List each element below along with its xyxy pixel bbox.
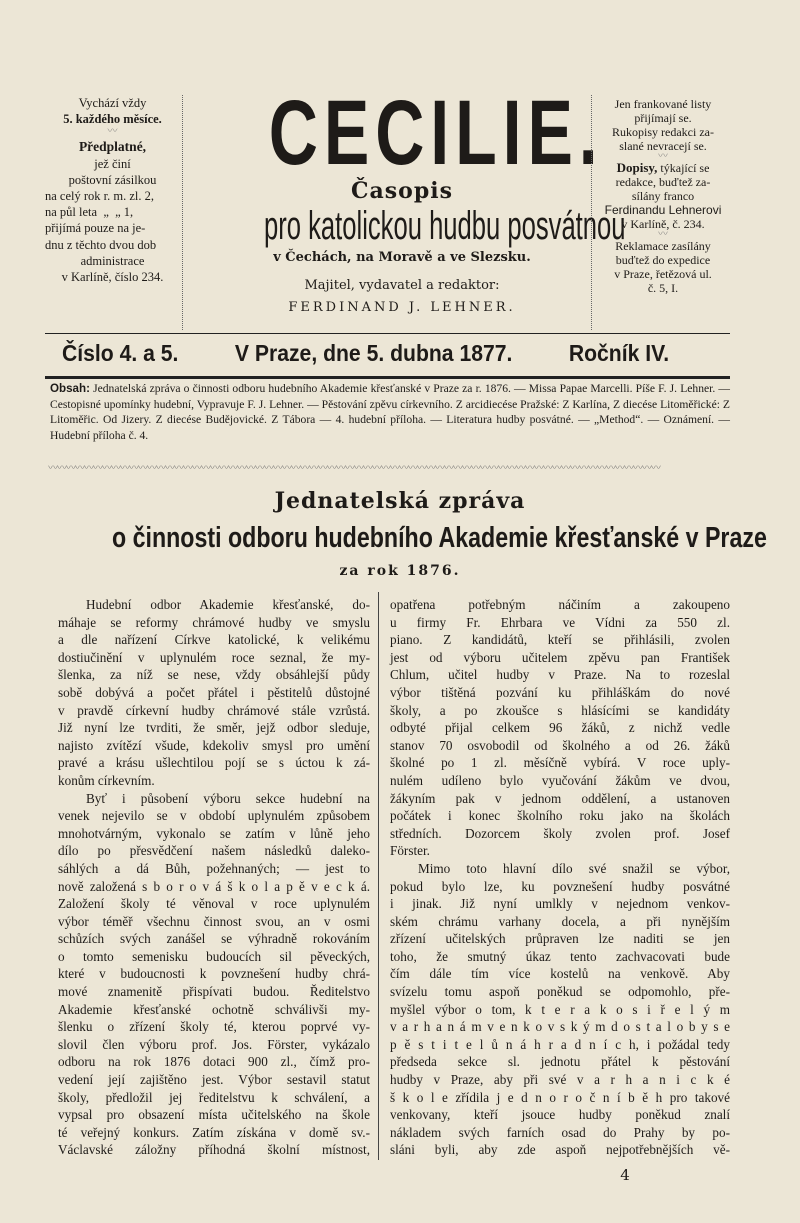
wavy-divider [182,95,187,330]
divider-rule [45,333,730,334]
text-line: a dle nařízení Církve katolické, k velikému [58,632,370,648]
text-line: venek nejevilo se v období uplynulém způsobem [58,808,370,824]
subscription-line: v Karlíně, číslo 234. [61,270,164,285]
text-line: pravé a krásu ušlechtilou pojí se s úctou k zá- [58,755,370,771]
issue-date: V Praze, dne 5. dubna 1877. [234,340,513,366]
contents-label: Obsah: [50,382,90,395]
text-line: Akademie křesťanské ochotně schválivši my- [58,1001,370,1017]
text-line: středních. Dozorcem školy zvolen prof. Josef [390,825,730,841]
ornament: 〰 [658,229,668,240]
issue-frequency: Vychází vždy [78,96,147,110]
text-line: opatřena potřebným náčiním a zakoupeno [390,597,730,612]
text-line: Václavské záložny příhodná školní místnost, [58,1142,370,1158]
text-line: té veřejný konkurs. Zatím získána v domě sv.- [58,1124,370,1140]
text-line: sobě dobývá a počet přátel i pěstitelů důstojné [58,684,370,700]
info-line: přijímají se. [634,111,692,125]
text-line: v pravdě církevní hudby chrámové stále vzrůstá. [58,702,370,718]
text-line: Hudební odbor Akademie křesťanské, do- [86,597,370,612]
editor-name: FERDINAND J. LEHNER. [288,300,516,315]
info-line: buďtež do expedice [615,253,711,267]
owner-label: Majitel, vydavatel a redaktor: [304,278,500,293]
text-line: nulém udíleno bylo vyučování žákům ve dvou, [390,772,730,788]
text-line: které v budoucnosti k povznešení hudby chrá- [58,966,370,982]
subscription-line: na celý rok r. m. zl. 2, [45,189,154,204]
info-line: č. 5, I. [647,281,679,295]
text-line: p ě s t i t e l ů n á h r a d n í c h, i požádal tedy [390,1036,730,1052]
issue-volume: Ročník IV. [568,340,670,366]
text-line: šlenku o zřízení školy té, kterou poprvé vy- [58,1019,370,1035]
text-line: jest od výboru učitelem zpěvu pan František [390,649,730,665]
subscription-heading: Předplatné, [78,139,147,155]
journal-region: v Čechách, na Moravě a ve Slezsku. [273,250,531,265]
text-line: pokud bylo lze, ku povznešení hudby posvátné [390,878,730,894]
text-line: dílo po přesvědčení našem následků daleko- [58,843,370,859]
text-line: školné po 1 zl. měsíčně vybírá. V roce uply- [390,755,730,771]
text-line: odbyté přijal celkem 96 žáků, z nichž vedle [390,720,730,736]
text-line: výbor téměř všechnu činnost svou, an v osmi [58,913,370,929]
journal-subtitle: pro katolickou hudbu posvátnou [264,204,626,248]
subscription-line: jež činí [94,156,131,171]
text-line: Förster. [390,843,430,859]
text-line: výbor tištěná pozvání ku přihláškám do nové [390,684,730,700]
subscription-line: dnu z těchto dvou dob [45,237,157,252]
text-line: předseda sekce sl. jednotu přátel k pěstování [390,1054,730,1070]
info-text: týkající se [657,161,710,175]
text-line: konům církevním. [58,772,155,788]
issue-line [62,340,669,367]
info-line: Ferdinandu Lehnerovi [604,203,722,217]
journal-type: Časopis [351,178,453,204]
ornament: 〰 [107,126,118,138]
table-of-contents [50,381,730,443]
page-number: 4 [620,1166,630,1184]
text-line: Mimo toto hlavní dílo své snažil se výbor, [418,860,730,876]
article-year: za rok 1876. [339,563,461,579]
text-line: myšlel výbor o tom, k t e r a k o s i ř e l ý m [390,1001,730,1017]
info-line: v Karlíně, č. 234. [621,217,705,231]
info-line: Jen frankované listy [614,97,712,111]
text-line: odboru na rok 1876 dotaci 900 zl., čímž pro- [58,1054,370,1070]
text-line: žákyním pak v jednom oddělení, a ustanoven [390,790,730,806]
info-line: sílány franco [631,189,695,203]
info-line [596,161,730,175]
text-line: nákladem svých farních osad do Prahy by po- [390,1124,730,1140]
text-line: š k o l e zřídila j e d n o r o č n í b ě h pro takové [390,1089,730,1105]
text-line: dostiučinění v uplynulém roce seznal, že my- [58,649,370,665]
text-line: máhaje se reformy chrámové hudby ve smyslu [58,614,370,630]
text-line: vypsal pro obsazení místa učitelského na škole [58,1107,370,1123]
text-line: mové znamenitě přispívati budou. Ředitelstvo [58,984,370,1000]
text-line: Již nyní lze tvrditi, že směr, jejž odbor sleduje, [58,720,370,736]
text-line: hudby v Praze, aby při své v a r h a n i c k é [390,1072,730,1088]
contents-text: Jednatelská zpráva o činnosti odboru hudebního Akademie křesťanské v Praze za r. 1876. — Missa Papae Marcelli. Píše F. J. Lehner. — Cestopisné upomínky hudební, Vypravuje F. J. Lehner. — Pěstování zpěvu církevního. Z arcidiecése Pražské: Z Karlína, Z diecése Litoměřické: Z Litoměřic. Od Jizery. Z diecése Budějovické. Z Tábora — 4. hudební příloha. — Literatura hudby posvátné. — „Method“. — Oznámení. — Hudební příloha č. 4. [50,382,730,442]
column-divider [378,592,379,1160]
article-title: Jednatelská zpráva [274,488,526,514]
text-line: školy, a po zkoušce s hlásícími se kandidáty [390,702,730,718]
letters-heading: Dopisy, [616,160,658,175]
text-line: svízelu tomu aspoň poněkud se odpomohlo, pře- [390,984,730,1000]
text-line: mnohotvárným, vykonalo se zatím v lůně jeho [58,825,370,841]
wavy-rule: 〰〰〰〰〰〰〰〰〰〰〰〰〰〰〰〰〰〰〰〰〰〰〰〰〰〰〰〰〰〰〰〰〰〰〰〰〰〰〰〰〰〰〰〰〰〰〰〰〰〰〰〰〰〰〰〰〰〰〰〰〰〰〰〰〰〰〰〰 [48,465,660,473]
text-line: čím dále tím více kostelů na venkově. Aby [390,966,730,982]
divider-rule [45,376,730,379]
text-line: školy, předložil jej ředitelstvu k schválení, a [58,1089,370,1105]
subscription-line: poštovní zásilkou [68,172,157,187]
text-line: Založení školy té věnoval v roce uplynulém [58,896,370,912]
text-line: schůzích svých zanášel se výhradně rokováním [58,931,370,947]
text-line: i jinak. Již nyní umlkly v nejednom venkov- [390,896,730,912]
text-line: venkovany, kteří jsouce hudby poněkud znalí [390,1107,730,1123]
text-line: u firmy Fr. Ehrbara ve Vídni za 550 zl. [390,614,730,630]
text-line: Chlum, učitel hudby v Praze. Na to rozeslal [390,667,730,683]
text-line: šlenka, za níž se nese, vždy obsáhlejší půdy [58,667,370,683]
text-line: sláni byli, aby zde aspoň nejpotřebnějších vě- [390,1142,730,1158]
text-line: Byť i působení výboru sekce hudební na [86,790,370,806]
issue-frequency-day: 5. každého měsíce. [63,112,162,127]
text-line: najisto zvítězí všude, kdekoliv smysl pro umění [58,737,370,753]
info-line: v Praze, řetězová ul. [614,267,712,281]
text-line: počátek i konec školního roku jako na školách [390,808,730,824]
correspondence-info-box [596,97,730,295]
text-line: nově založená s b o r o v á š k o l a p ě v e c k á. [58,878,370,894]
text-line: toho, že smutný úkaz tento zachvacovati bude [390,948,730,964]
text-line: stanov 70 osvobodil od školného a od 26. žáků [390,737,730,753]
text-line: sáhlých a dá Bůh, požehnaných; — jest to [58,860,370,876]
text-line: piano. Z kandidátů, kteří se přihlásili, zvolen [390,632,730,648]
text-line: ském chrámu varhany docela, a při nynějším [390,913,730,929]
subscription-info-box [45,95,180,285]
article-column-right [390,596,730,1159]
issue-number: Číslo 4. a 5. [62,340,179,366]
subscription-line: na půl leta „ „ 1, [45,205,134,220]
text-line: vedení její zajištěno jest. Výbor sestavil statut [58,1072,370,1088]
info-line: slané nevracejí se. [619,139,707,153]
text-line: zřízení učitelských průpraven lze naditi se jen [390,931,730,947]
text-line: slovil člen výboru prof. Jos. Förster, vykázalo [58,1036,370,1052]
article-column-left [58,596,370,1159]
ornament: 〰 [658,151,668,162]
text-line: o tomto semenisku budoucích sil pěveckých, [58,948,370,964]
article-subtitle: o činnosti odboru hudebního Akademie křesťanské v Praze [112,522,767,554]
info-line: Reklamace zasílány [615,239,711,253]
text-line: v a r h a n á m v e n k o v s k ý m d o s t a l o b y s e [390,1019,730,1035]
journal-title: CECILIE. [268,82,604,184]
info-line: Rukopisy redakci za- [612,125,714,139]
subscription-line: přijímá pouze na je- [45,221,146,236]
info-line: redakce, buďtež za- [615,175,711,189]
subscription-line: administrace [80,253,145,268]
